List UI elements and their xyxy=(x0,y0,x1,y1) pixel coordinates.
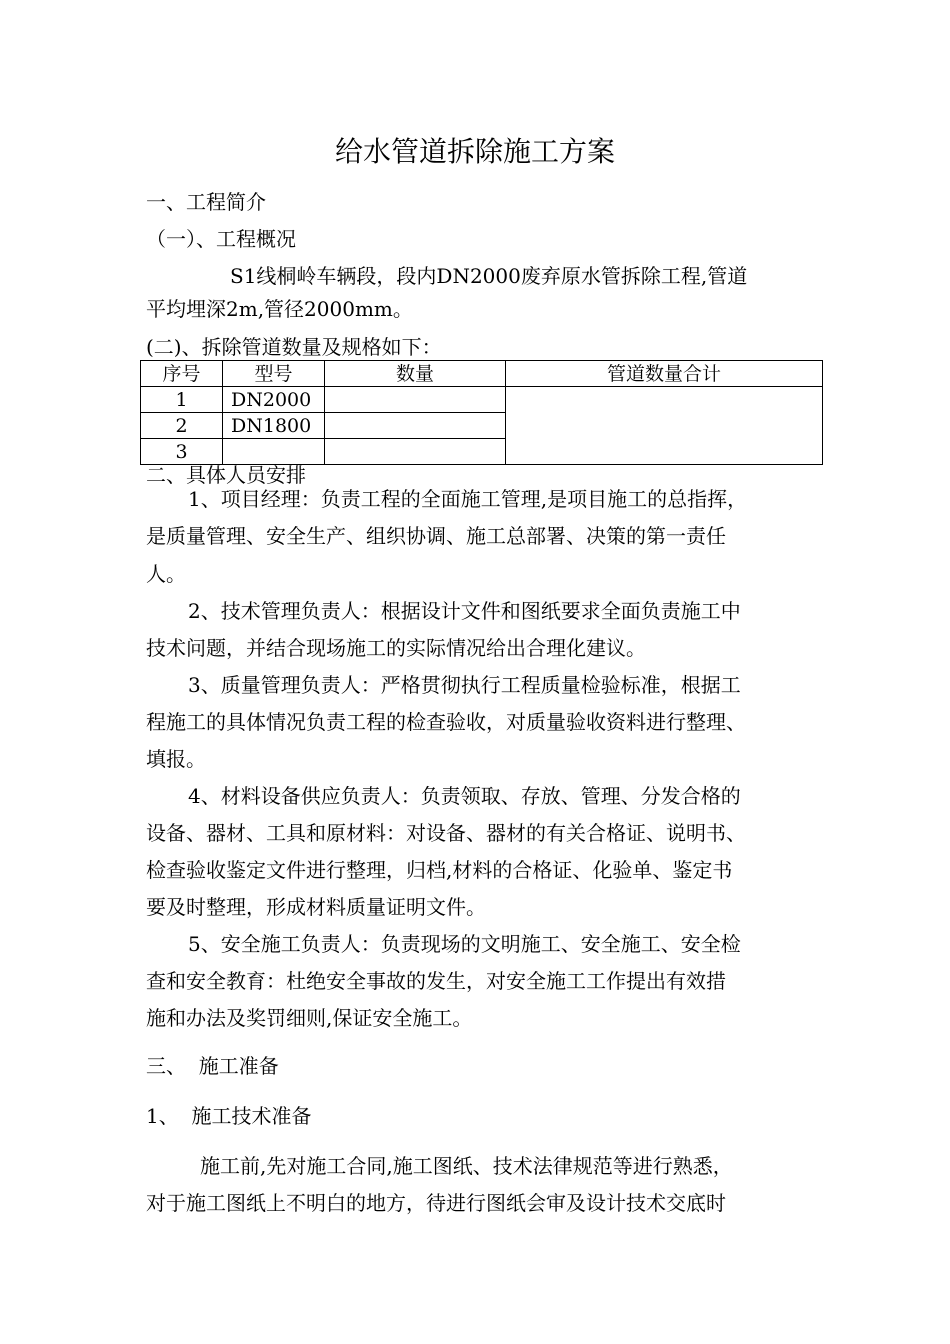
staff-p2-line-1: 2、技术管理负责人：根据设计文件和图纸要求全面负责施工中 xyxy=(188,599,741,623)
header-quantity: 数量 xyxy=(325,361,506,387)
staff-p1-line-3: 人。 xyxy=(146,562,186,586)
staff-p4-line-3: 检查验收鉴定文件进行整理，归档,材料的合格证、化验单、鉴定书 xyxy=(146,858,733,882)
staff-p5-line-1: 5、安全施工负责人：负责现场的文明施工、安全施工、安全检 xyxy=(188,932,741,956)
cell-quantity xyxy=(325,413,506,439)
staff-p5-line-2: 查和安全教育：杜绝安全事故的发生，对安全施工工作提出有效措 xyxy=(146,969,726,993)
staff-p3-line-3: 填报。 xyxy=(146,747,206,771)
table-row xyxy=(141,387,823,413)
cell-serial: 2 xyxy=(141,413,223,439)
subheading-pipe-quantity: (二)、拆除管道数量及规格如下： xyxy=(146,335,442,359)
header-model: 型号 xyxy=(223,361,325,387)
header-serial: 序号 xyxy=(141,361,223,387)
overview-line-1: S1线桐岭车辆段，段内DN2000废弃原水管拆除工程,管道 xyxy=(230,264,748,288)
staff-p4-line-2: 设备、器材、工具和原材料：对设备、器材的有关合格证、说明书、 xyxy=(146,821,746,845)
section-heading-2: 二、具体人员安排 xyxy=(146,463,306,487)
section-heading-1: 一、工程简介 xyxy=(146,190,266,214)
cell-model xyxy=(223,439,325,465)
staff-p3-line-2: 程施工的具体情况负责工程的检查验收，对质量验收资料进行整理、 xyxy=(146,710,746,734)
prep-line-2: 对于施工图纸上不明白的地方，待进行图纸会审及设计技术交底时 xyxy=(146,1191,726,1215)
staff-p4-line-1: 4、材料设备供应负责人：负责领取、存放、管理、分发合格的 xyxy=(188,784,741,808)
pipe-quantity-table xyxy=(140,360,823,465)
staff-p2-line-2: 技术问题，并结合现场施工的实际情况给出合理化建议。 xyxy=(146,636,646,660)
staff-p3-line-1: 3、质量管理负责人：严格贯彻执行工程质量检验标准，根据工 xyxy=(188,673,741,697)
staff-p5-line-3: 施和办法及奖罚细则,保证安全施工。 xyxy=(146,1006,473,1030)
staff-p4-line-4: 要及时整理，形成材料质量证明文件。 xyxy=(146,895,486,919)
prep-line-1: 施工前,先对施工合同,施工图纸、技术法律规范等进行熟悉， xyxy=(200,1154,733,1178)
cell-quantity xyxy=(325,387,506,413)
cell-model: DN2000 xyxy=(223,387,325,413)
subheading-overview: （一）、工程概况 xyxy=(146,227,296,251)
overview-line-2: 平均埋深2m,管径2000mm。 xyxy=(146,297,413,321)
subheading-tech-prep: 1、 施工技术准备 xyxy=(146,1104,312,1128)
cell-serial: 3 xyxy=(141,439,223,465)
staff-p1-line-2: 是质量管理、安全生产、组织协调、施工总部署、决策的第一责任 xyxy=(146,524,726,548)
cell-model: DN1800 xyxy=(223,413,325,439)
cell-quantity xyxy=(325,439,506,465)
document-title: 给水管道拆除施工方案 xyxy=(334,135,615,168)
cell-serial: 1 xyxy=(141,387,223,413)
cell-total xyxy=(506,387,823,465)
staff-p1-line-1: 1、项目经理：负责工程的全面施工管理,是项目施工的总指挥， xyxy=(188,487,748,511)
table-header-row xyxy=(141,361,823,387)
header-total: 管道数量合计 xyxy=(506,361,823,387)
section-heading-3: 三、 施工准备 xyxy=(146,1054,279,1078)
